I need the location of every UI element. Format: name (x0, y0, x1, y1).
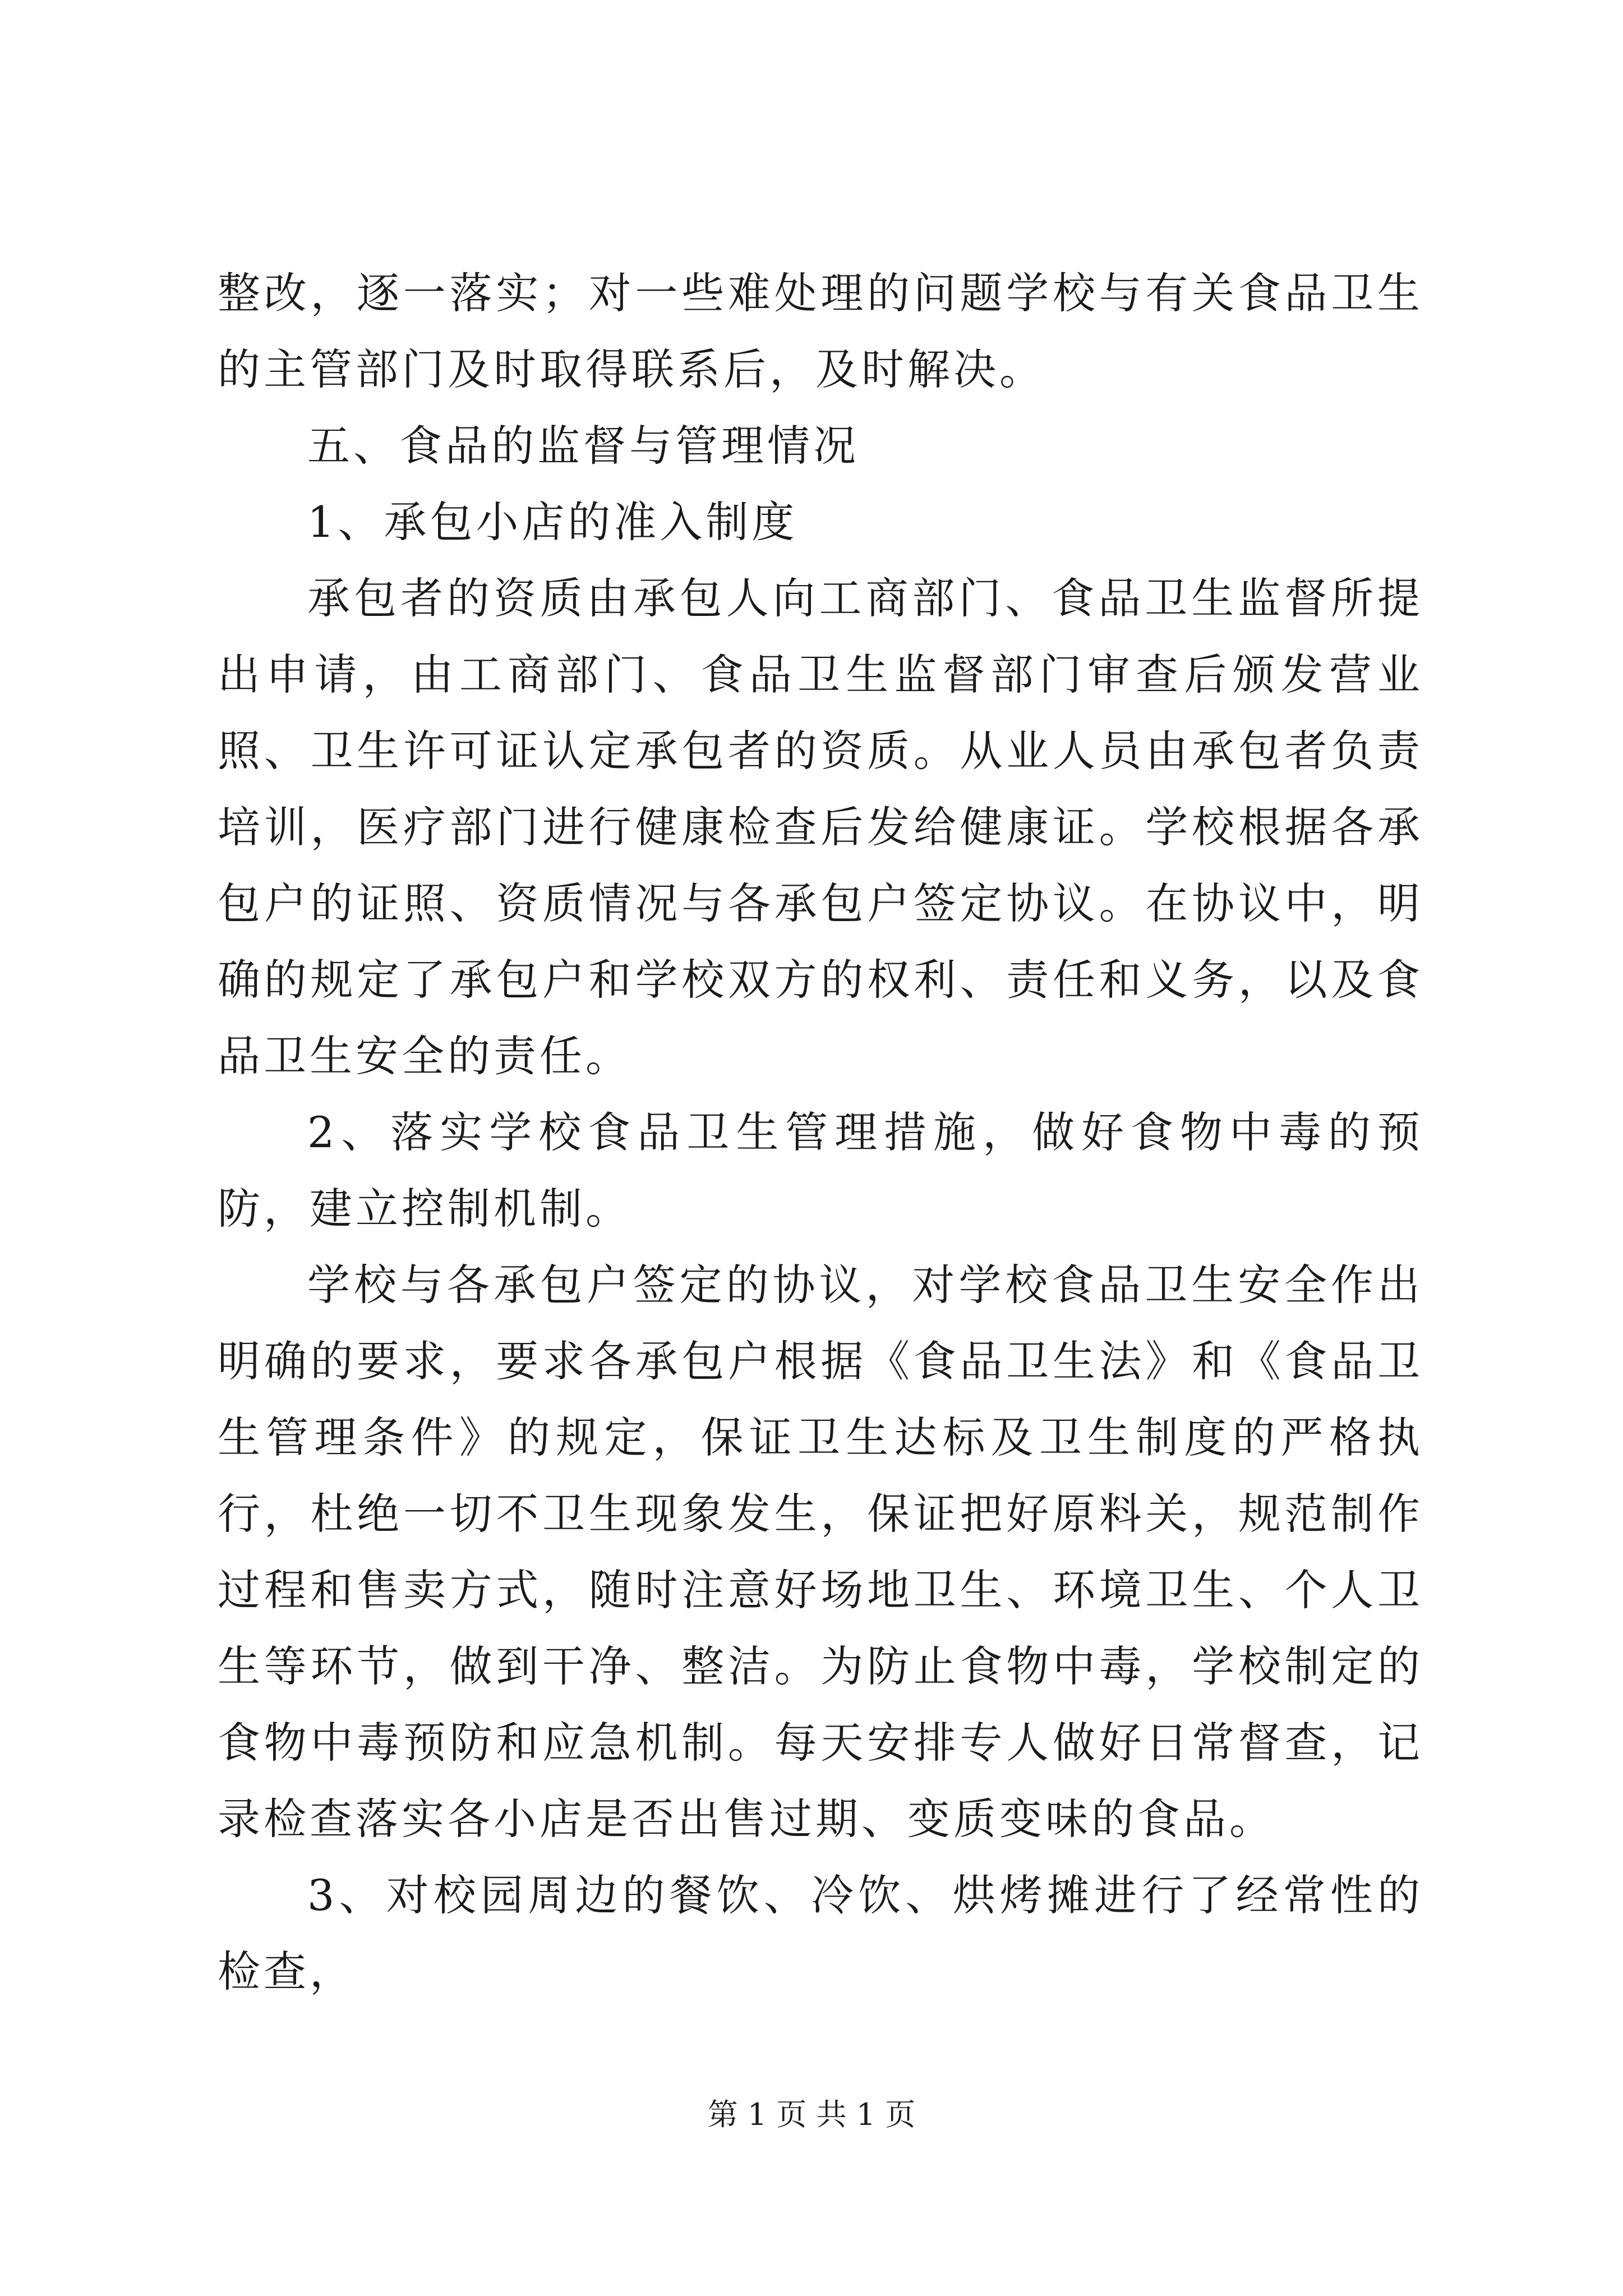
document-body (218, 255, 1423, 2010)
subheading-shop-access-system: 1、承包小店的准入制度 (307, 497, 798, 547)
paragraph-contractor-qualification: 承包者的资质由承包人向工商部门、食品卫生监督所提出申请，由工商部门、食品卫生监督部门审查后颁发营业照、卫生许可证认定承包者的资质。从业人员由承包者负责培训，医疗部门进行健康检查后发给健康证。学校根据各承包户的证照、资质情况与各承包户签定协议。在协议中，明确的规定了承包户和学校双方的权利、责任和义务，以及食品卫生安全的责任。 (218, 573, 1423, 1081)
section-heading-food-supervision: 五、食品的监督与管理情况 (307, 421, 859, 471)
subheading-hygiene-measures: 2、落实学校食品卫生管理措施，做好食物中毒的预防，建立控制机制。 (218, 1107, 1423, 1234)
paragraph-agreement-requirements: 学校与各承包户签定的协议，对学校食品卫生安全作出明确的要求，要求各承包户根据《食品卫生法》和《食品卫生管理条件》的规定，保证卫生达标及卫生制度的严格执行，杜绝一切不卫生现象发生，保证把好原料关，规范制作过程和售卖方式，随时注意好场地卫生、环境卫生、个人卫生等环节，做到干净、整洁。为防止食物中毒，学校制定的食物中毒预防和应急机制。每天安排专人做好日常督查，记录检查落实各小店是否出售过期、变质变味的食品。 (218, 1260, 1423, 1844)
paragraph-surrounding-inspection: 3、对校园周边的餐饮、冷饮、烘烤摊进行了经常性的检查， (218, 1870, 1423, 1996)
page-footer: 第 1 页 共 1 页 (707, 2097, 916, 2132)
paragraph-continuation: 整改，逐一落实；对一些难处理的问题学校与有关食品卫生的主管部门及时取得联系后，及时解决。 (218, 268, 1423, 394)
